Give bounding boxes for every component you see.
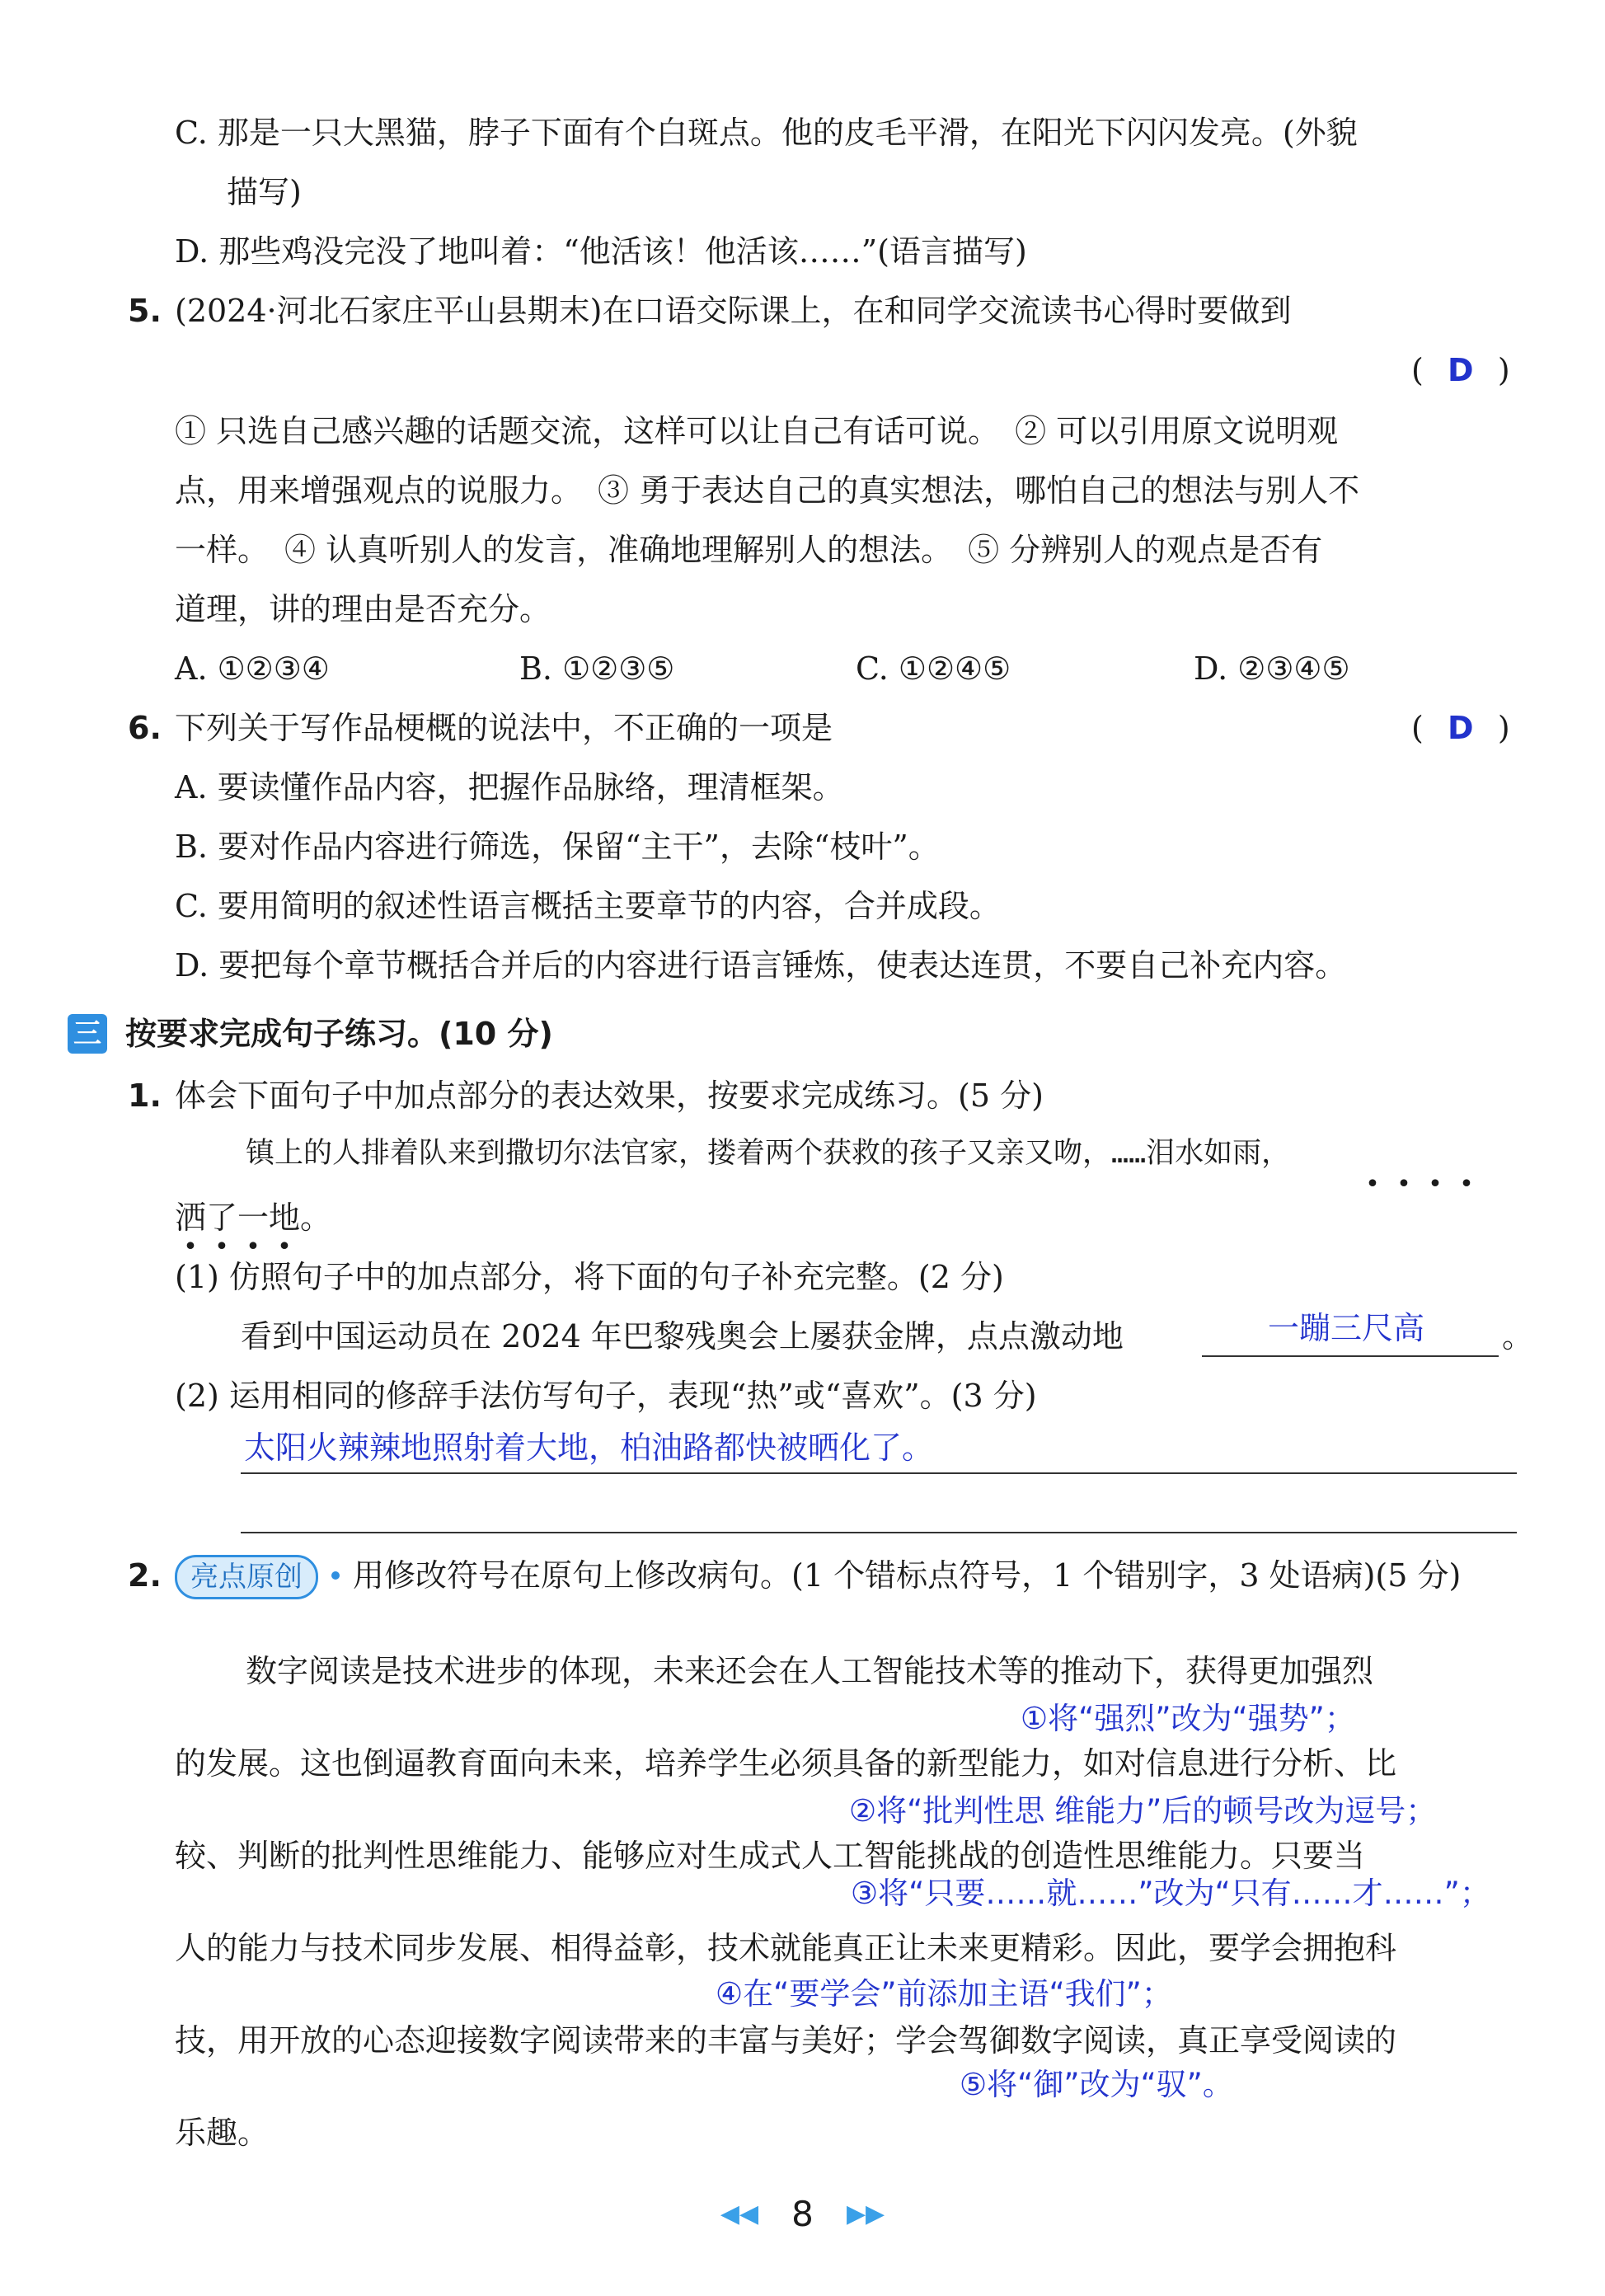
s1-quote-line2: 洒了一地。: [175, 1200, 332, 1236]
q6-stem: 下列关于写作品梗概的说法中，不正确的一项是: [175, 710, 833, 746]
s2-para-line4: 人的能力与技术同步发展、相得益彰，技术就能真正让未来更精彩。因此，要学会拥抱科: [175, 1930, 1397, 1966]
q6-answer: D: [1448, 710, 1474, 746]
q5-option-a: A. ①②③④: [175, 650, 330, 687]
q5-answer-paren: ( D ): [1411, 352, 1510, 388]
q5-option-b: B. ①②③⑤: [519, 650, 675, 687]
q5-answer: D: [1448, 352, 1474, 388]
q5-statements-line3: 一样。 ④ 认真听别人的发言，准确地理解别人的想法。 ⑤ 分辨别人的观点是否有: [175, 532, 1323, 568]
emphasis-dots-line1: • • • •: [1365, 1170, 1474, 1199]
s2-stem: 用修改符号在原句上修改病句。(1 个错标点符号，1 个错别字，3 处语病)(5 分): [353, 1557, 1462, 1594]
page-number: 8: [791, 2194, 814, 2234]
s2-correction-2: ②将“批判性思 维能力”后的顿号改为逗号；: [849, 1793, 1437, 1829]
s1-sub1: (1) 仿照句子中的加点部分，将下面的句子补充完整。(2 分): [175, 1259, 1004, 1295]
q4-option-d: D. 那些鸡没完没了地叫着：“他活该！他活该……”(语言描写): [175, 233, 1027, 270]
s2-para-line5: 技，用开放的心态迎接数字阅读带来的丰富与美好；学会驾御数字阅读，真正享受阅读的: [175, 2022, 1397, 2059]
s2-number: 2.: [128, 1557, 162, 1594]
q5-stem: (2024·河北石家庄平山县期末)在口语交际课上，在和同学交流读书心得时要做到: [175, 293, 1292, 329]
s2-para-line1: 数字阅读是技术进步的体现，未来还会在人工智能技术等的推动下，获得更加强烈: [246, 1653, 1374, 1689]
s2-para-line6: 乐趣。: [175, 2115, 270, 2151]
page-footer: [0, 2193, 1605, 2234]
s1-stem: 体会下面句子中加点部分的表达效果，按要求完成练习。(5 分): [175, 1078, 1044, 1114]
prev-page-arrows-icon: ◀◀: [720, 2200, 759, 2228]
s1-sub1-answer-line: [1202, 1355, 1499, 1357]
s1-sub1-answer: 一蹦三尺高: [1268, 1310, 1425, 1346]
s2-para-line3: 较、判断的批判性思维能力、能够应对生成式人工智能挑战的创造性思维能力。只要当: [175, 1838, 1366, 1874]
next-page-arrows-icon: ▶▶: [846, 2200, 885, 2228]
s2-correction-1: ①将“强烈”改为“强势”；: [1021, 1701, 1355, 1736]
s1-quote-line1: 镇上的人排着队来到撒切尔法官家，搂着两个获救的孩子又亲又吻，……泪水如雨，: [246, 1137, 1291, 1170]
q6-option-c: C. 要用简明的叙述性语言概括主要章节的内容，合并成段。: [175, 888, 1001, 924]
q6-number: 6.: [128, 710, 162, 746]
q5-statements-line1: ① 只选自己感兴趣的话题交流，这样可以让自己有话可说。 ② 可以引用原文说明观: [175, 413, 1339, 449]
q6-option-b: B. 要对作品内容进行筛选，保留“主干”，去除“枝叶”。: [175, 829, 940, 865]
q5-statements-line2: 点，用来增强观点的说服力。 ③ 勇于表达自己的真实想法，哪怕自己的想法与别人不: [175, 472, 1360, 509]
s2-correction-5: ⑤将“御”改为“驭”。: [960, 2067, 1233, 2102]
s1-sub1-end: 。: [1502, 1318, 1534, 1355]
q6-option-a: A. 要读懂作品内容，把握作品脉络，理清框架。: [175, 769, 844, 805]
s2-correction-4: ④在“要学会”前添加主语“我们”；: [716, 1976, 1172, 2012]
s2-correction-3: ③将“只要……就……”改为“只有……才……”；: [851, 1876, 1490, 1911]
section-title: 按要求完成句子练习。(10 分): [125, 1016, 553, 1052]
s1-sub2-answer-line2: [241, 1532, 1517, 1533]
s2-para-line2: 的发展。这也倒逼教育面向未来，培养学生必须具备的新型能力，如对信息进行分析、比: [175, 1745, 1397, 1782]
emphasis-dots-line2: • • • •: [183, 1233, 292, 1261]
s1-sub2-answer-line1: [241, 1472, 1517, 1474]
q6-answer-paren: ( D ): [1411, 710, 1510, 746]
highlight-original-tag: 亮点原创: [175, 1555, 318, 1599]
q5-statements-line4: 道理，讲的理由是否充分。: [175, 591, 551, 627]
section-badge: 三: [68, 1014, 107, 1054]
q4-option-c-line1: C. 那是一只大黑猫，脖子下面有个白斑点。他的皮毛平滑，在阳光下闪闪发亮。(外貌: [175, 115, 1358, 151]
q5-option-c: C. ①②④⑤: [856, 650, 1011, 687]
s1-sub1-sentence: 看到中国运动员在 2024 年巴黎残奥会上屡获金牌，点点激动地: [241, 1318, 1124, 1355]
s1-sub2-answer: 太阳火辣辣地照射着大地，柏油路都快被晒化了。: [244, 1430, 934, 1466]
s1-sub2: (2) 运用相同的修辞手法仿写句子，表现“热”或“喜欢”。(3 分): [175, 1378, 1037, 1414]
s1-number: 1.: [128, 1078, 162, 1114]
q5-option-d: D. ②③④⑤: [1194, 650, 1350, 687]
q5-number: 5.: [128, 293, 162, 329]
tag-dot: [331, 1571, 340, 1580]
q4-option-c-line2: 描写): [227, 174, 302, 210]
q6-option-d: D. 要把每个章节概括合并后的内容进行语言锤炼，使表达连贯，不要自己补充内容。: [175, 947, 1347, 984]
